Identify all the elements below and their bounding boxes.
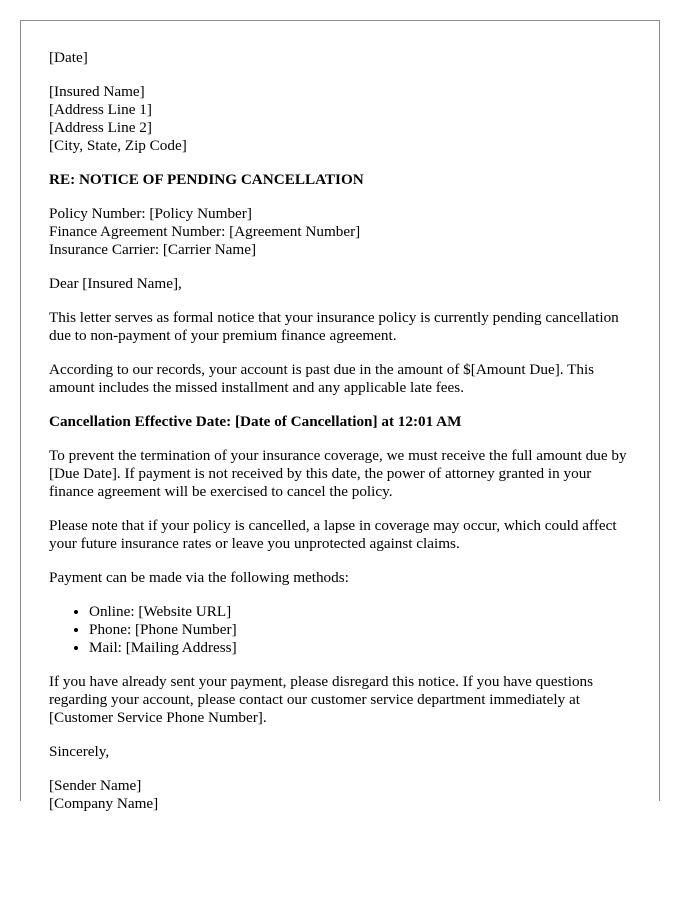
lapse-warning-paragraph: Please note that if your policy is cancelled, a lapse in coverage may occur, which could affect your future insurance rates or leave you unprotected against claims. [49,517,617,552]
payment-methods-list [49,603,634,657]
signoff: Sincerely, [49,743,110,760]
letter-date: [Date] [49,49,88,66]
payment-method-phone: • Phone: [Phone Number] [89,621,634,639]
recipient-address-line-1: [Address Line 1] [49,101,152,118]
subject-line: RE: NOTICE OF PENDING CANCELLATION [49,171,364,188]
insurance-carrier: Insurance Carrier: [Carrier Name] [49,241,257,258]
recipient-name: [Insured Name] [49,83,145,100]
letter-page [20,20,660,812]
payment-method-online: • Online: [Website URL] [89,603,634,621]
finance-agreement-number: Finance Agreement Number: [Agreement Number] [49,223,361,240]
recipient-address [49,83,634,155]
sender-name: [Sender Name] [49,777,142,794]
intro-paragraph: This letter serves as formal notice that your insurance policy is currently pending cancellation due to non-payment of your premium finance agreement. [49,309,619,344]
recipient-city-state-zip: [City, State, Zip Code] [49,137,187,154]
recipient-address-line-2: [Address Line 2] [49,119,152,136]
cancellation-effective-date: Cancellation Effective Date: [Date of Cancellation] at 12:01 AM [49,413,462,430]
sender-company: [Company Name] [49,795,159,812]
prevent-termination-paragraph: To prevent the termination of your insurance coverage, we must receive the full amount due by [Due Date]. If payment is not received by this date, the power of attorney granted in your finance agreement will be exercised to cancel the policy. [49,447,627,500]
letter-content [49,49,634,829]
sender-block [49,777,634,813]
reference-numbers [49,205,634,259]
payment-method-mail: • Mail: [Mailing Address] [89,639,634,657]
past-due-paragraph: According to our records, your account is past due in the amount of $[Amount Due]. This amount includes the missed installment and any applicable late fees. [49,361,595,396]
payment-methods-intro: Payment can be made via the following methods: [49,569,349,586]
policy-number: Policy Number: [Policy Number] [49,205,252,222]
salutation: Dear [Insured Name], [49,275,182,292]
closing-paragraph: If you have already sent your payment, please disregard this notice. If you have questions regarding your account, please contact our customer service department immediately at [Customer Service Phone Number]. [49,673,594,726]
